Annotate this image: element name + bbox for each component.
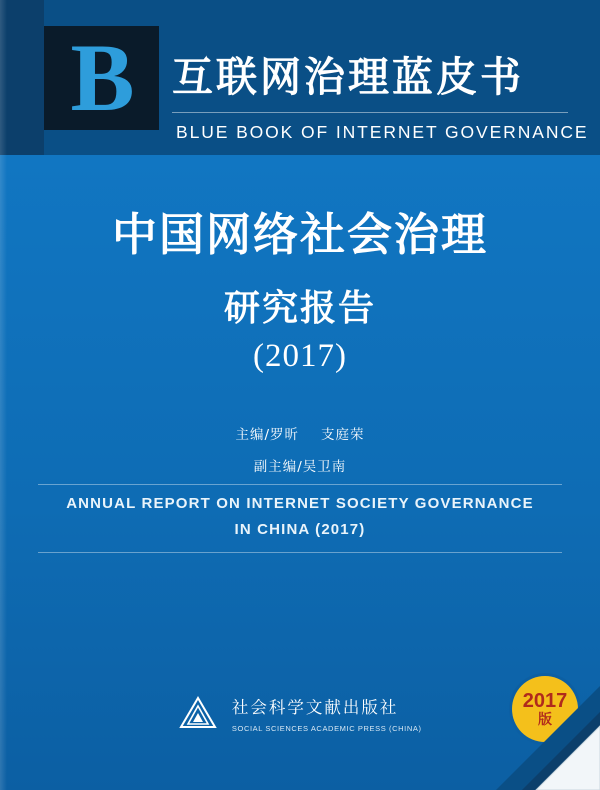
masthead-divider bbox=[172, 112, 568, 113]
series-logo bbox=[44, 26, 159, 130]
series-name-en: BLUE BOOK OF INTERNET GOVERNANCE bbox=[176, 122, 589, 142]
book-title-en-line2: IN CHINA (2017) bbox=[234, 521, 366, 538]
publisher-logo-icon bbox=[178, 696, 218, 735]
seal-edition-text: 版 bbox=[538, 712, 552, 728]
masthead-left-block bbox=[0, 0, 44, 155]
chief-editors-row bbox=[0, 423, 600, 443]
publisher-name-cn: 社会科学文献出版社 bbox=[231, 698, 399, 717]
book-title-en bbox=[0, 495, 600, 538]
credits-block bbox=[0, 423, 600, 475]
series-logo-letter: B bbox=[70, 24, 133, 132]
divider-below-english-title bbox=[38, 552, 562, 553]
chief-editor-1: 罗昕 bbox=[270, 427, 300, 443]
publisher-name-en: SOCIAL SCIENCES ACADEMIC PRESS (CHINA) bbox=[231, 724, 422, 733]
series-name-cn: 互联网治理蓝皮书 bbox=[172, 53, 524, 101]
book-title-year: (2017) bbox=[253, 338, 347, 374]
deputy-editor-1: 吴卫南 bbox=[302, 459, 347, 475]
page-curl-decoration bbox=[496, 686, 600, 790]
book-title-cn-line1: 中国网络社会治理 bbox=[111, 208, 488, 261]
chief-editor-label: 主编/ bbox=[235, 427, 271, 443]
divider-above-english-title bbox=[38, 484, 562, 485]
seal-year-text: 2017 bbox=[522, 690, 568, 712]
publisher-text bbox=[232, 694, 422, 736]
series-masthead bbox=[0, 0, 600, 155]
deputy-editor-label: 副主编/ bbox=[253, 459, 303, 475]
book-title-cn-line2: 研究报告 bbox=[223, 288, 376, 329]
book-title-en-line1: ANNUAL REPORT ON INTERNET SOCIETY GOVERNANCE bbox=[66, 495, 534, 512]
deputy-editors-row bbox=[0, 455, 600, 475]
chief-editor-2: 支庭荣 bbox=[321, 427, 365, 443]
